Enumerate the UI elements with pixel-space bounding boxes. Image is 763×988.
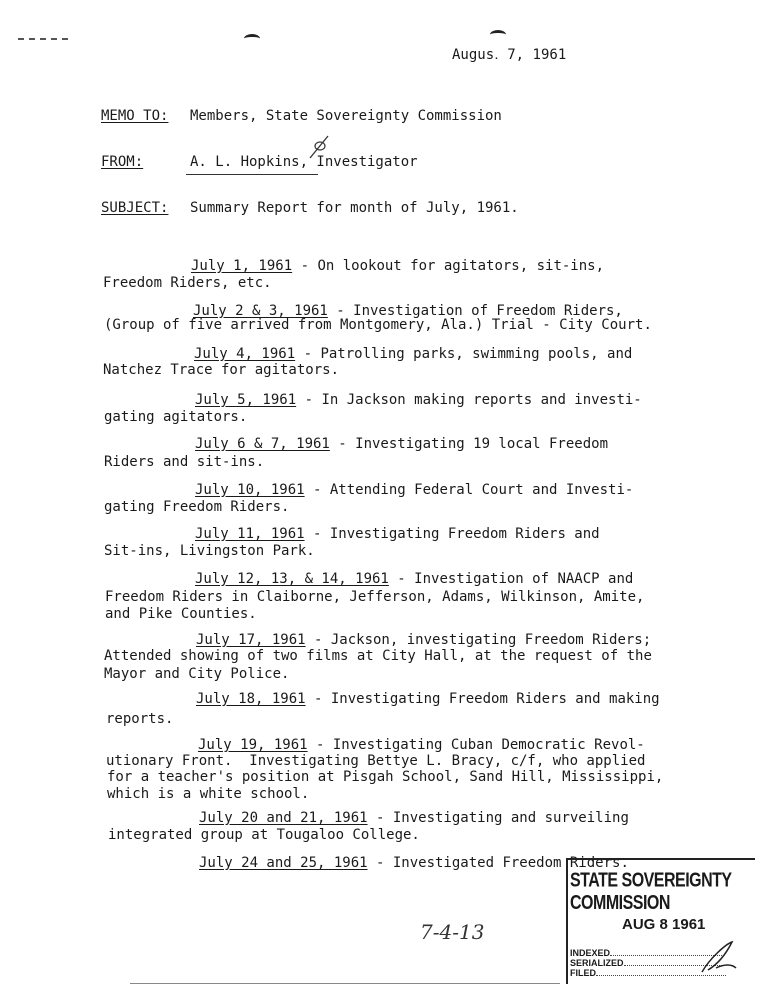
entry-first-line bbox=[195, 436, 608, 452]
top-right-mark bbox=[490, 30, 506, 39]
entry-date: July 12, 13, & 14, 1961 bbox=[195, 571, 389, 587]
entry-date: July 10, 1961 bbox=[195, 482, 305, 498]
from-value: A. L. Hopkins, Investigator bbox=[190, 154, 418, 170]
stamp-serialized: SERIALIZED bbox=[570, 958, 624, 968]
entry-date: July 17, 1961 bbox=[196, 632, 306, 648]
stamp-indexed: INDEXED bbox=[570, 948, 611, 958]
entry-line: Attended showing of two films at City Hall, at the request of the bbox=[104, 648, 652, 664]
entry-line: gating agitators. bbox=[104, 409, 248, 425]
memo-to-label: MEMO TO: bbox=[101, 108, 169, 124]
subject-value: Summary Report for month of July, 1961. bbox=[190, 200, 519, 216]
entry-first-line bbox=[199, 810, 629, 826]
entry-line: utionary Front. Investigating Bettye L. Bracy, c/f, who applied bbox=[106, 753, 646, 769]
memo-to-value: Members, State Sovereignty Commission bbox=[190, 108, 502, 124]
memo-date: Augus․ 7, 1961 bbox=[452, 47, 567, 63]
entry-date: July 6 & 7, 1961 bbox=[195, 436, 330, 452]
entry-first-line bbox=[191, 258, 604, 274]
stamp-initials-mark bbox=[696, 938, 740, 978]
top-left-dashes bbox=[18, 38, 68, 40]
entry-line: which is a white school. bbox=[107, 786, 310, 802]
entry-line: Mayor and City Police. bbox=[104, 666, 290, 682]
entry-first-line bbox=[196, 632, 651, 648]
entry-line: Freedom Riders, etc. bbox=[103, 275, 272, 291]
entry-first-line bbox=[194, 346, 632, 362]
from-label: FROM: bbox=[101, 154, 144, 170]
entry-date: July 24 and 25, 1961 bbox=[199, 855, 368, 871]
entry-date: July 2 & 3, 1961 bbox=[193, 303, 328, 319]
entry-date: July 20 and 21, 1961 bbox=[199, 810, 368, 826]
entry-date: July 19, 1961 bbox=[198, 737, 308, 753]
entry-line: Sit-ins, Livingston Park. bbox=[104, 543, 315, 559]
entry-first-line bbox=[195, 392, 642, 408]
entry-text: - Attending Federal Court and Investi- bbox=[304, 482, 634, 498]
entry-text: - Investigating Freedom Riders and bbox=[304, 526, 600, 542]
entry-first-line bbox=[198, 737, 645, 753]
entry-text: - Investigation of Freedom Riders, bbox=[327, 303, 623, 319]
received-stamp bbox=[566, 858, 755, 984]
entry-text: - Investigating Freedom Riders and making bbox=[305, 691, 660, 707]
entry-date: July 4, 1961 bbox=[194, 346, 296, 362]
entry-line: integrated group at Tougaloo College. bbox=[108, 827, 420, 843]
entry-line: Riders and sit-ins. bbox=[104, 454, 265, 470]
stamp-date: AUG 8 1961 bbox=[622, 916, 706, 933]
entry-text: - Investigation of NAACP and bbox=[388, 571, 634, 587]
entry-date: July 11, 1961 bbox=[195, 526, 305, 542]
entry-text: - In Jackson making reports and investi- bbox=[296, 392, 642, 408]
entry-first-line bbox=[196, 691, 660, 707]
entry-text: - Investigating and surveiling bbox=[367, 810, 629, 826]
entry-first-line bbox=[199, 855, 629, 871]
entry-date: July 18, 1961 bbox=[196, 691, 306, 707]
entry-line: and Pike Counties. bbox=[105, 606, 257, 622]
entry-date: July 1, 1961 bbox=[191, 258, 293, 274]
entry-first-line bbox=[195, 482, 633, 498]
stamp-title: STATE SOVEREIGNTY COMMISSION bbox=[570, 870, 732, 914]
entry-line: (Group of five arrived from Montgomery, Ala.) Trial - City Court. bbox=[104, 317, 652, 333]
handwritten-slash-mark bbox=[306, 132, 332, 162]
entry-first-line bbox=[195, 571, 633, 587]
entry-text: - Jackson, investigating Freedom Riders; bbox=[305, 632, 652, 648]
entry-line: gating Freedom Riders. bbox=[104, 499, 290, 515]
entry-line: for a teacher's position at Pisgah School, Sand Hill, Mississippi, bbox=[107, 769, 664, 785]
entry-text: - On lookout for agitators, sit-ins, bbox=[292, 258, 605, 274]
subject-label: SUBJECT: bbox=[101, 200, 169, 216]
stamp-filed: FILED bbox=[570, 968, 596, 978]
entry-date: July 5, 1961 bbox=[195, 392, 297, 408]
entry-line: Natchez Trace for agitators. bbox=[103, 362, 340, 378]
entry-line: reports. bbox=[106, 711, 174, 727]
entry-first-line bbox=[195, 526, 600, 542]
entry-text: - Investigating 19 local Freedom bbox=[329, 436, 609, 452]
entry-text: - Investigated Freedom Riders. bbox=[367, 855, 629, 871]
entry-text: - Investigating Cuban Democratic Revol- bbox=[307, 737, 645, 753]
entry-line: Freedom Riders in Claiborne, Jefferson, Adams, Wilkinson, Amite, bbox=[105, 589, 645, 605]
handwritten-file-number: 7-4-13 bbox=[420, 920, 485, 944]
from-underline bbox=[186, 174, 318, 175]
top-center-mark bbox=[244, 34, 260, 43]
entry-text: - Patrolling parks, swimming pools, and bbox=[295, 346, 633, 362]
bottom-rule bbox=[130, 983, 560, 984]
